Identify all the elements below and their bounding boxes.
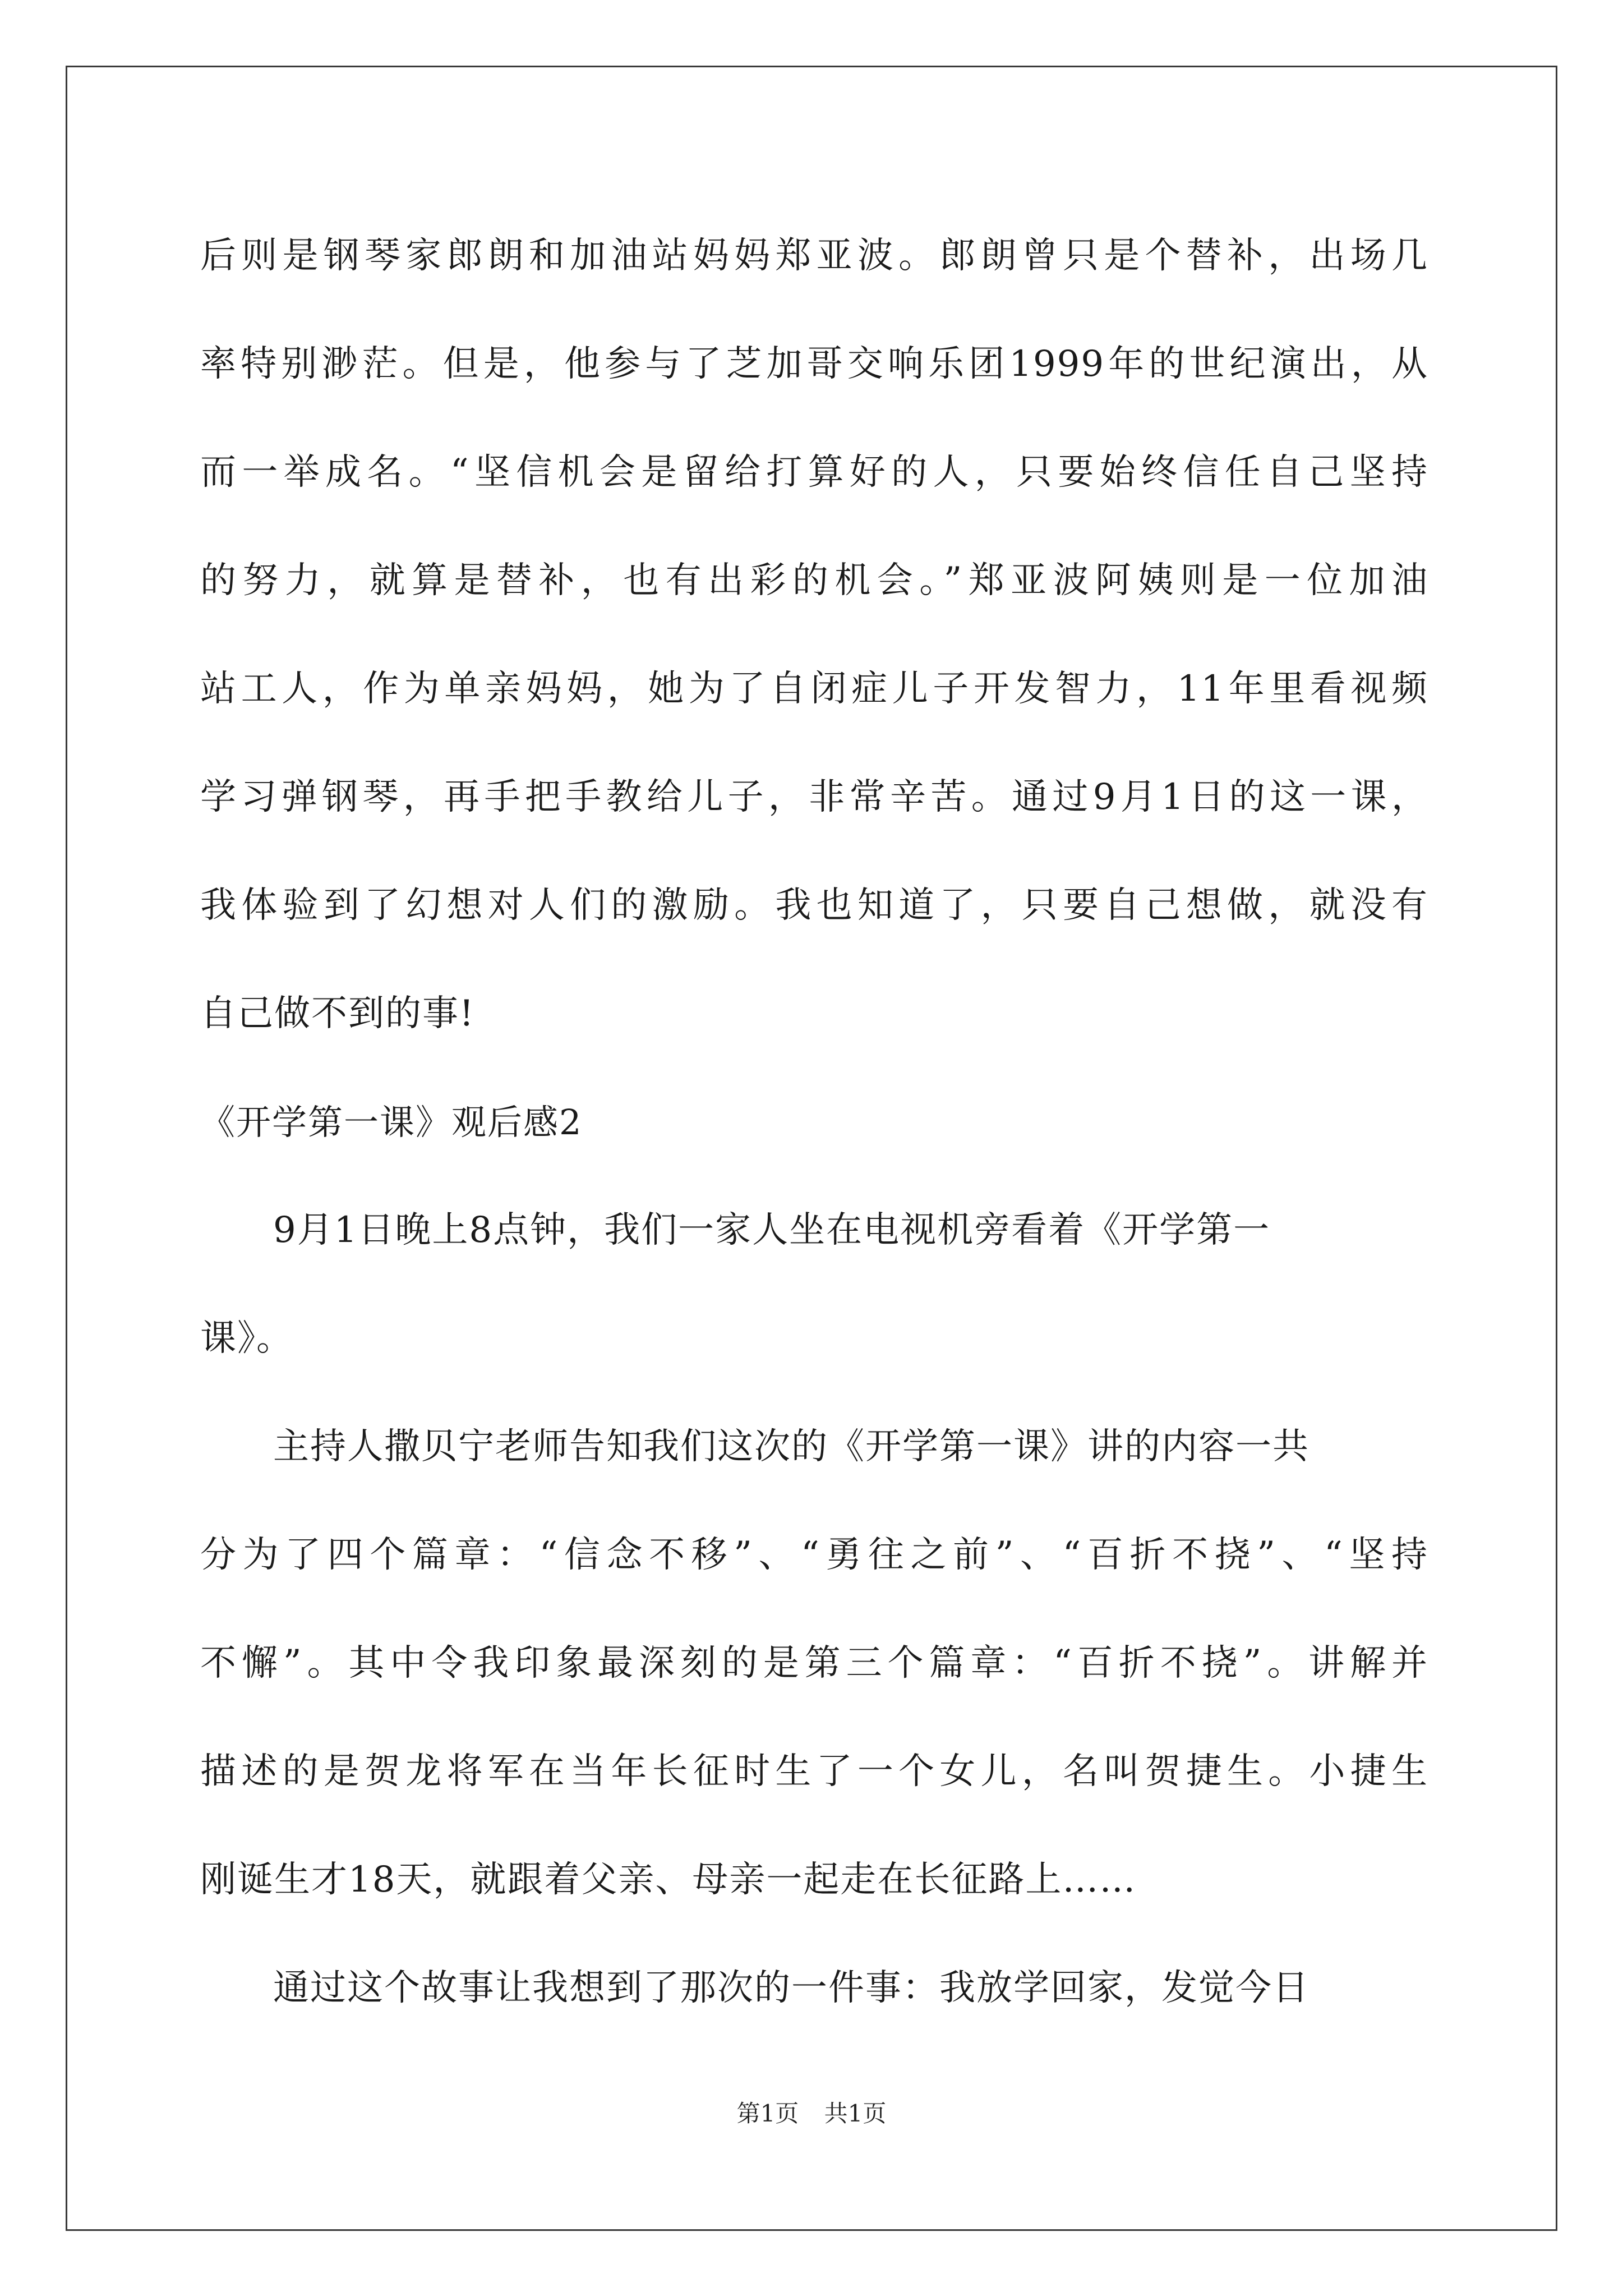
text-line: 9月1日晚上8点钟，我们一家人坐在电视机旁看着《开学第一 — [273, 1209, 1271, 1251]
text-line: 课》。 — [200, 1318, 293, 1359]
text-line: 而一举成名。“坚信机会是留给打算好的人，只要始终信任自己坚持 — [200, 452, 1428, 493]
text-line: 自己做不到的事! — [200, 993, 475, 1034]
section-heading: 《开学第一课》观后感2 — [200, 1102, 583, 1143]
text-line: 我体验到了幻想对人们的激励。我也知道了，只要自己想做，就没有 — [200, 885, 1428, 926]
text-line: 刚诞生才18天，就跟着父亲、母亲一起走在长征路上…… — [200, 1859, 1137, 1901]
text-line: 学习弹钢琴，再手把手教给儿子，非常辛苦。通过9月1日的这一课， — [200, 776, 1428, 818]
text-line: 分为了四个篇章：“信念不移”、“勇往之前”、“百折不挠”、“坚持 — [200, 1534, 1428, 1576]
text-line: 的努力，就算是替补，也有出彩的机会。”郑亚波阿姨则是一位加油 — [200, 560, 1428, 601]
text-line: 站工人，作为单亲妈妈，她为了自闭症儿子开发智力，11年里看视频 — [200, 668, 1428, 710]
text-line: 描述的是贺龙将军在当年长征时生了一个女儿，名叫贺捷生。小捷生 — [200, 1751, 1428, 1792]
document-body — [200, 202, 1428, 2042]
page-footer — [0, 2095, 1623, 2129]
text-line: 通过这个故事让我想到了那次的一件事：我放学回家，发觉今日 — [273, 1967, 1310, 2009]
text-line: 主持人撒贝宁老师告知我们这次的《开学第一课》讲的内容一共 — [273, 1426, 1310, 1467]
page-total: 共1页 — [824, 2100, 887, 2127]
text-line: 不懈”。其中令我印象最深刻的是第三个篇章：“百折不挠”。讲解并 — [200, 1642, 1428, 1684]
page-number: 第1页 — [736, 2100, 799, 2127]
text-line: 后则是钢琴家郎朗和加油站妈妈郑亚波。郎朗曾只是个替补，出场几 — [200, 235, 1428, 277]
text-line: 率特别渺茫。但是，他参与了芝加哥交响乐团1999年的世纪演出，从 — [200, 343, 1428, 385]
